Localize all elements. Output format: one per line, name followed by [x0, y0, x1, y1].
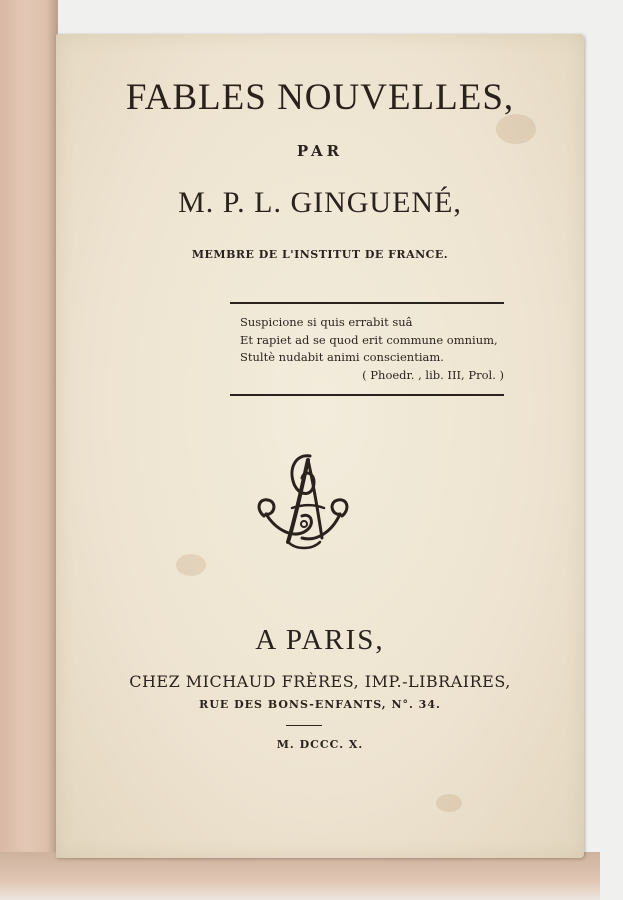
author-name: M. P. L. GINGUENÉ, — [178, 186, 462, 219]
epigraph-line: Et rapiet ad se quod erit commune omnium, — [240, 332, 498, 347]
book-cover-left — [0, 0, 58, 900]
epigraph-bottom-rule — [230, 394, 504, 396]
foxing-spot — [436, 794, 462, 812]
by-line: PAR — [296, 142, 344, 160]
epigraph — [240, 314, 510, 384]
epigraph-line: Stultè nudabit animi conscientiam. — [240, 350, 444, 364]
ornamental-monogram-icon — [252, 446, 356, 556]
imprint-short-rule — [286, 725, 322, 726]
epigraph-citation: ( Phoedr. , lib. III, Prol. ) — [362, 367, 504, 382]
imprint-address: RUE DES BONS-ENFANTS, N°. 34. — [199, 698, 441, 711]
epigraph-line: Suspicione si quis errabit suâ — [240, 315, 413, 329]
book-cover-bottom — [0, 852, 600, 900]
foxing-spot — [176, 554, 206, 576]
imprint-publisher: CHEZ MICHAUD FRÈRES, IMP.-LIBRAIRES, — [129, 672, 511, 691]
imprint-date: M. DCCC. X. — [276, 738, 364, 751]
book-title: FABLES NOUVELLES, — [125, 77, 515, 118]
imprint-place: A PARIS, — [255, 624, 385, 656]
title-page — [56, 34, 584, 858]
epigraph-top-rule — [230, 302, 504, 304]
author-affiliation: MEMBRE DE L'INSTITUT DE FRANCE. — [191, 248, 449, 261]
